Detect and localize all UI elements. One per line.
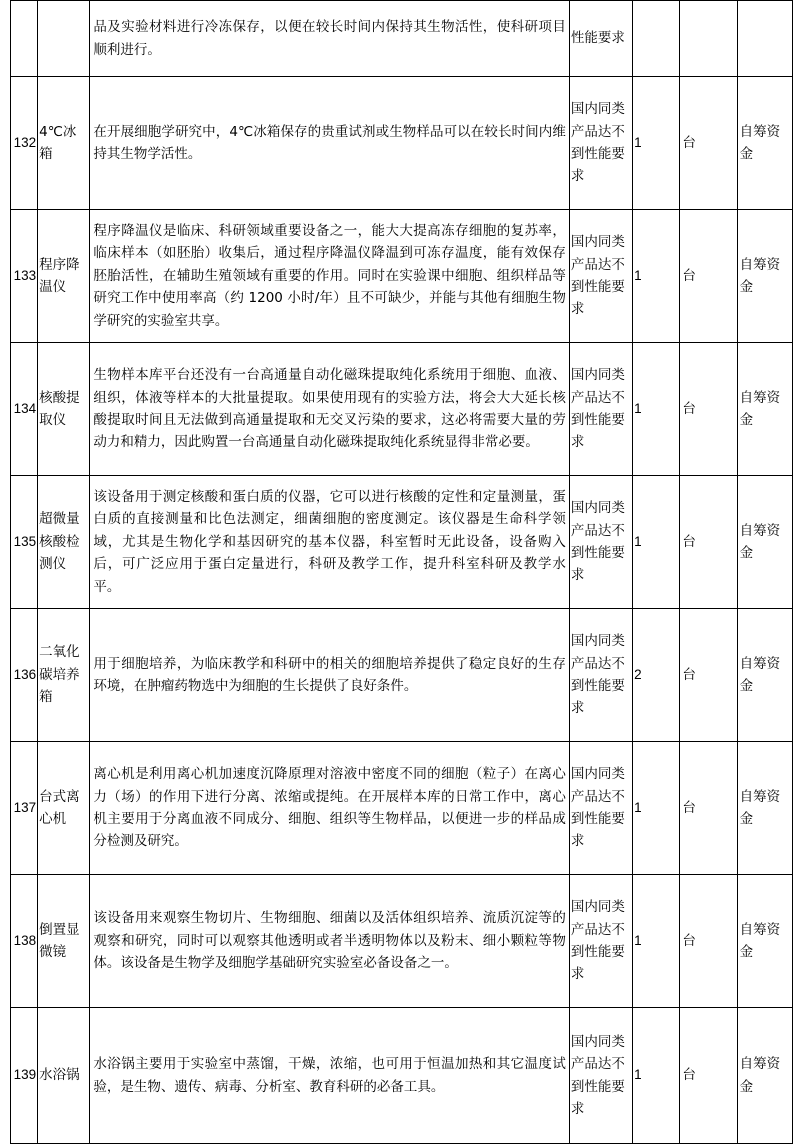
- unit-cell: 台: [680, 343, 737, 476]
- table-row: [11, 1008, 793, 1144]
- funding-source-cell: 自筹资金: [737, 875, 792, 1008]
- table-row: [11, 742, 793, 875]
- equipment-description-cell: 离心机是利用离心机加速度沉降原理对溶液中密度不同的细胞（粒子）在离心力（场）的作用下进行分离、浓缩或提纯。在开展样本库的日常工作中，离心机主要用于分离血液不同成分、细胞、组织等生物样品，以便进一步的样品成分检测及研究。: [90, 742, 569, 875]
- import-reason-cell: 性能要求: [569, 1, 632, 77]
- quantity-cell: 1: [633, 1008, 680, 1144]
- import-reason-cell: 国内同类产品达不到性能要求: [569, 343, 632, 476]
- equipment-description-cell: 品及实验材料进行冷冻保存，以便在较长时间内保持其生物活性，使科研项目顺利进行。: [90, 1, 569, 77]
- quantity-cell: 2: [633, 609, 680, 742]
- funding-source-cell: 自筹资金: [737, 476, 792, 609]
- funding-source-cell: 自筹资金: [737, 210, 792, 343]
- table-row: [11, 77, 793, 210]
- equipment-description-cell: 水浴锅主要用于实验室中蒸馏，干燥，浓缩，也可用于恒温加热和其它温度试验，是生物、遗传、病毒、分析室、教育科研的必备工具。: [90, 1008, 569, 1144]
- quantity-cell: 1: [633, 742, 680, 875]
- equipment-table: [10, 0, 793, 1144]
- import-reason-cell: 国内同类产品达不到性能要求: [569, 210, 632, 343]
- import-reason-cell: 国内同类产品达不到性能要求: [569, 609, 632, 742]
- row-number-cell: 139: [11, 1008, 38, 1144]
- funding-source-cell: [737, 1, 792, 77]
- table-row: [11, 210, 793, 343]
- funding-source-cell: 自筹资金: [737, 742, 792, 875]
- unit-cell: 台: [680, 875, 737, 1008]
- equipment-description-cell: 该设备用于测定核酸和蛋白质的仪器，它可以进行核酸的定性和定量测量，蛋白质的直接测量和比色法测定，细菌细胞的密度测定。该仪器是生命科学领域，尤其是生物化学和基因研究的基本仪器，科室暂时无此设备，设备购入后，可广泛应用于蛋白定量进行，科研及教学工作，提升科室科研及教学水平。: [90, 476, 569, 609]
- equipment-description-cell: 在开展细胞学研究中，4℃冰箱保存的贵重试剂或生物样品可以在较长时间内维持其生物学活性。: [90, 77, 569, 210]
- table-row: [11, 1, 793, 77]
- equipment-description-cell: 程序降温仪是临床、科研领域重要设备之一，能大大提高冻存细胞的复苏率，临床样本（如胚胎）收集后，通过程序降温仪降温到可冻存温度，能有效保存胚胎活性，在辅助生殖领域有重要的作用。同时在实验课中细胞、组织样品等研究工作中使用率高（约 1200 小时/年）且不可缺少，并能与其他有细胞生物学研究的实验室共享。: [90, 210, 569, 343]
- quantity-cell: [633, 1, 680, 77]
- import-reason-cell: 国内同类产品达不到性能要求: [569, 875, 632, 1008]
- row-number-cell: 138: [11, 875, 38, 1008]
- table-row: [11, 476, 793, 609]
- quantity-cell: 1: [633, 343, 680, 476]
- funding-source-cell: 自筹资金: [737, 1008, 792, 1144]
- equipment-name-cell: 4℃冰箱: [38, 77, 90, 210]
- row-number-cell: 134: [11, 343, 38, 476]
- row-number-cell: [11, 1, 38, 77]
- equipment-table-body: [11, 1, 793, 1144]
- funding-source-cell: 自筹资金: [737, 77, 792, 210]
- row-number-cell: 136: [11, 609, 38, 742]
- equipment-name-cell: 二氧化碳培养箱: [38, 609, 90, 742]
- unit-cell: 台: [680, 742, 737, 875]
- equipment-name-cell: 水浴锅: [38, 1008, 90, 1144]
- table-row: [11, 343, 793, 476]
- import-reason-cell: 国内同类产品达不到性能要求: [569, 77, 632, 210]
- equipment-description-cell: 该设备用来观察生物切片、生物细胞、细菌以及活体组织培养、流质沉淀等的观察和研究，同时可以观察其他透明或者半透明物体以及粉末、细小颗粒等物体。该设备是生物学及细胞学基础研究实验室必备设备之一。: [90, 875, 569, 1008]
- table-row: [11, 609, 793, 742]
- unit-cell: 台: [680, 476, 737, 609]
- quantity-cell: 1: [633, 210, 680, 343]
- import-reason-cell: 国内同类产品达不到性能要求: [569, 1008, 632, 1144]
- equipment-name-cell: 程序降温仪: [38, 210, 90, 343]
- quantity-cell: 1: [633, 77, 680, 210]
- unit-cell: 台: [680, 609, 737, 742]
- equipment-description-cell: 用于细胞培养，为临床教学和科研中的相关的细胞培养提供了稳定良好的生存环境，在肿瘤药物选中为细胞的生长提供了良好条件。: [90, 609, 569, 742]
- funding-source-cell: 自筹资金: [737, 343, 792, 476]
- equipment-name-cell: 倒置显微镜: [38, 875, 90, 1008]
- import-reason-cell: 国内同类产品达不到性能要求: [569, 742, 632, 875]
- row-number-cell: 135: [11, 476, 38, 609]
- unit-cell: 台: [680, 77, 737, 210]
- equipment-description-cell: 生物样本库平台还没有一台高通量自动化磁珠提取纯化系统用于细胞、血液、组织，体液等样本的大批量提取。如果使用现有的实验方法，将会大大延长核酸提取时间且无法做到高通量提取和无交叉污染的要求，这必将需要大量的劳动力和精力，因此购置一台高通量自动化磁珠提取纯化系统显得非常必要。: [90, 343, 569, 476]
- equipment-name-cell: 台式离心机: [38, 742, 90, 875]
- equipment-name-cell: 超微量核酸检测仪: [38, 476, 90, 609]
- unit-cell: 台: [680, 210, 737, 343]
- unit-cell: 台: [680, 1008, 737, 1144]
- equipment-name-cell: [38, 1, 90, 77]
- row-number-cell: 137: [11, 742, 38, 875]
- import-reason-cell: 国内同类产品达不到性能要求: [569, 476, 632, 609]
- equipment-name-cell: 核酸提取仪: [38, 343, 90, 476]
- row-number-cell: 133: [11, 210, 38, 343]
- row-number-cell: 132: [11, 77, 38, 210]
- funding-source-cell: 自筹资金: [737, 609, 792, 742]
- table-row: [11, 875, 793, 1008]
- unit-cell: [680, 1, 737, 77]
- quantity-cell: 1: [633, 476, 680, 609]
- quantity-cell: 1: [633, 875, 680, 1008]
